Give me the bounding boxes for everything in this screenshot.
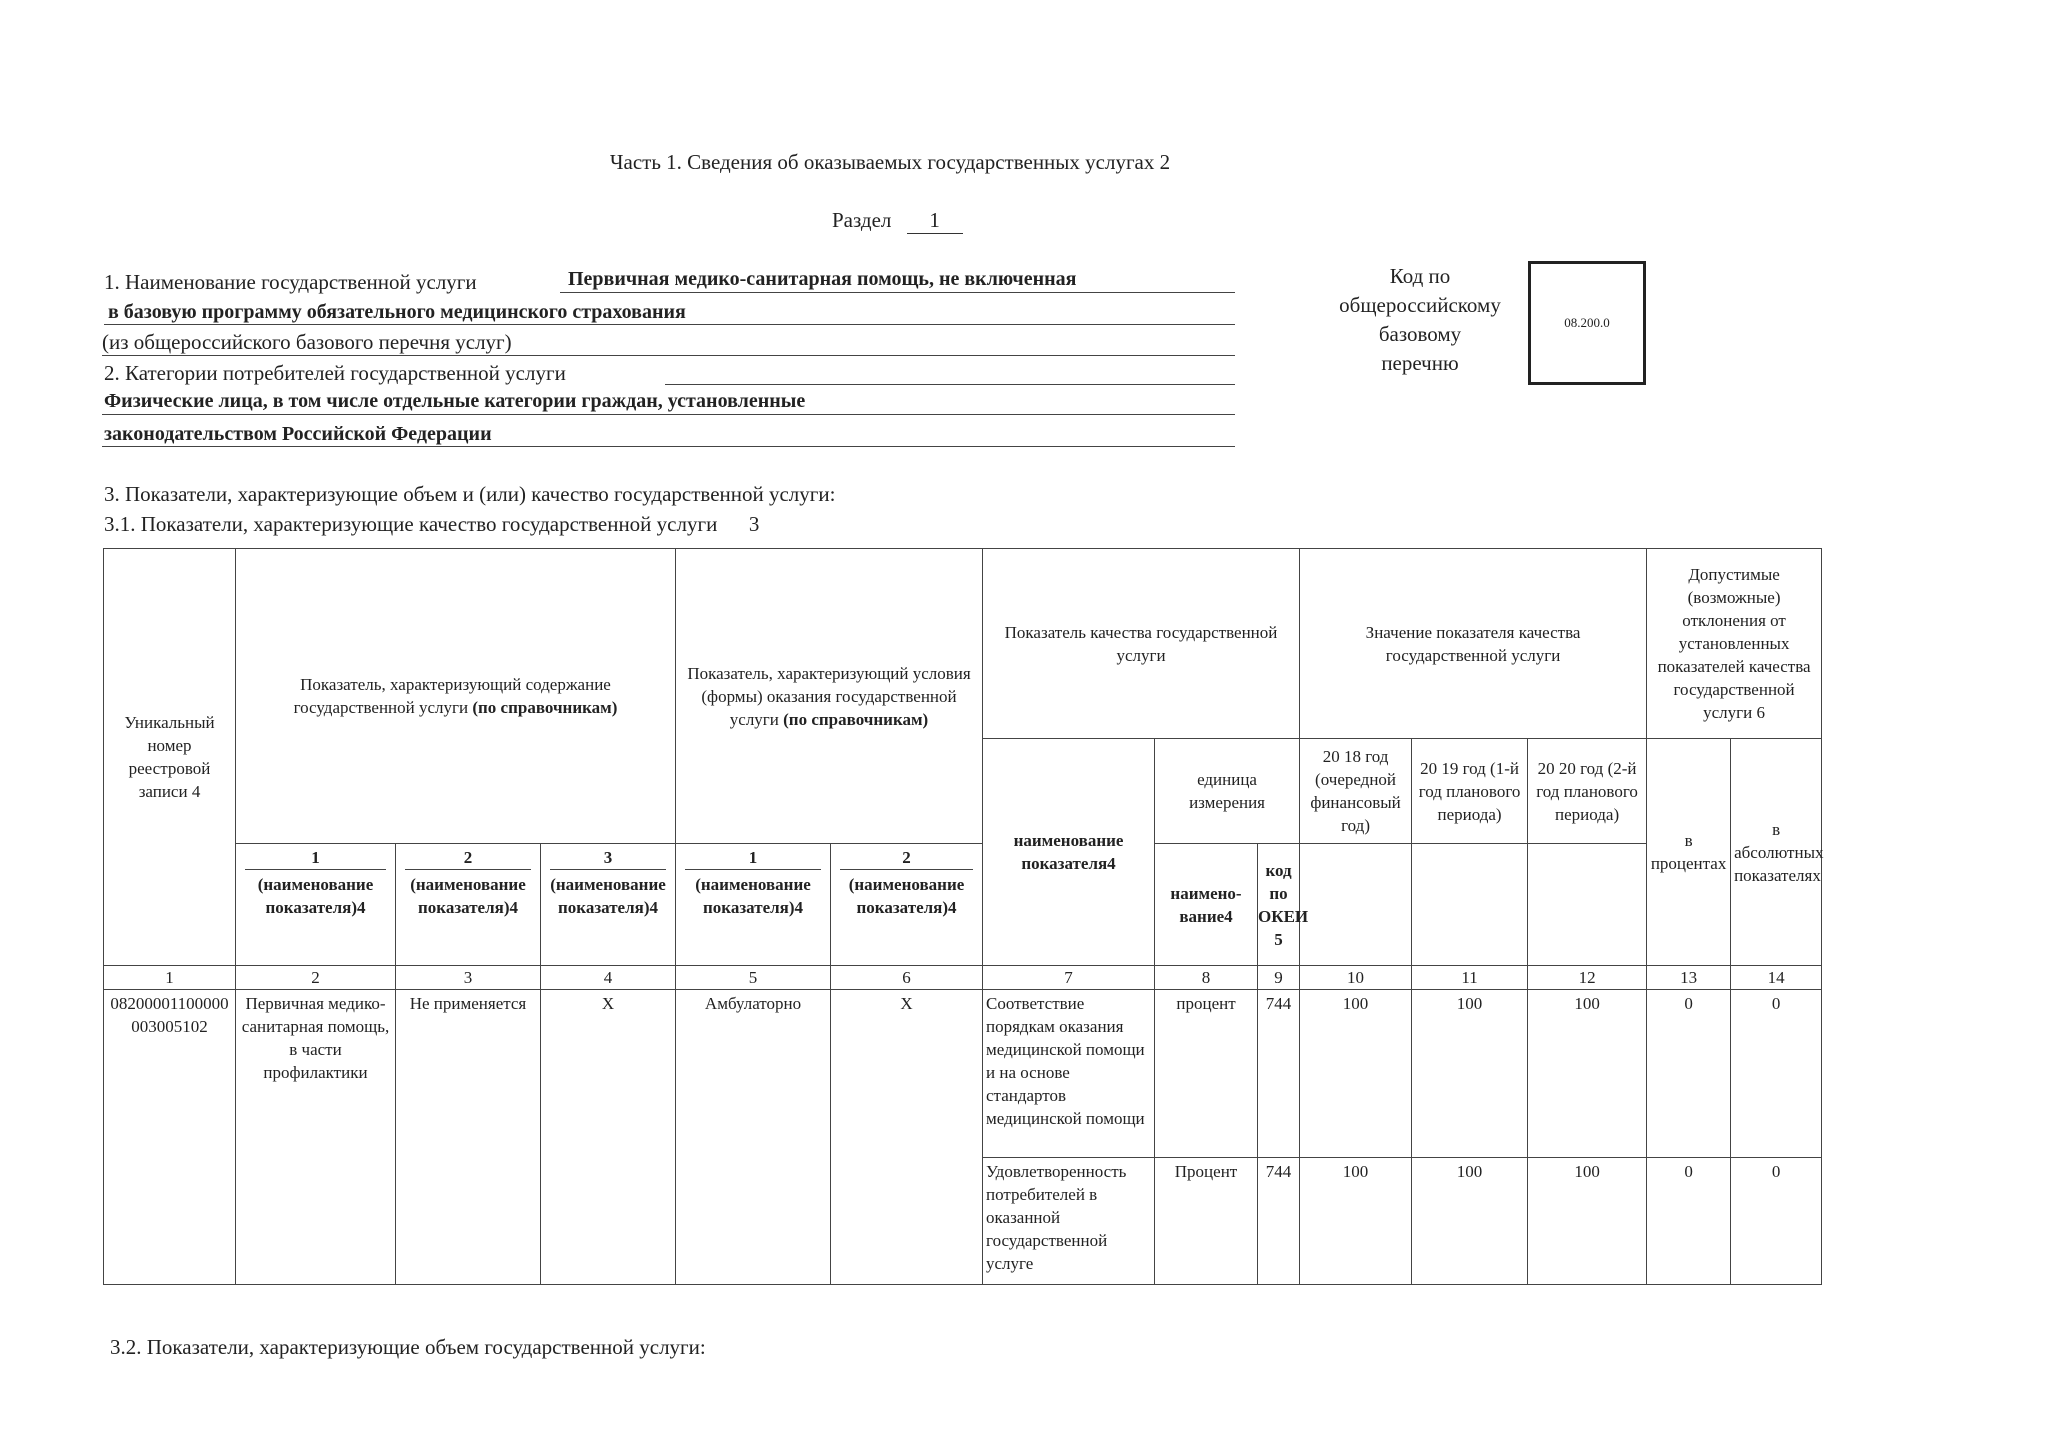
underline [102, 446, 1235, 447]
service-name-note: (из общероссийского базового перечня услуг) [102, 330, 512, 354]
section-label: Раздел [832, 208, 892, 232]
condition-2-cell: Х [831, 990, 983, 1285]
content-1-cell: Первичная медико-санитарная помощь, в части профилактики [236, 990, 396, 1285]
col-number: 13 [1647, 966, 1731, 990]
underline [560, 292, 1235, 293]
header-quality-indicator: Показатель качества государственной услуги [983, 549, 1300, 739]
content-3-cell: Х [541, 990, 676, 1285]
empty-cell [1528, 844, 1647, 966]
header-absolute: в абсолютных показателях [1731, 739, 1822, 966]
header-year-2: 20 19 год (1-й год планового периода) [1412, 739, 1528, 844]
col-number: 5 [676, 966, 831, 990]
header-content-indicator: Показатель, характеризующий содержание государственной услуги (по справочникам) [236, 549, 676, 844]
service-name-line1: Первичная медико-санитарная помощь, не включенная [568, 268, 1077, 290]
indicator-name-cell: Соответствие порядкам оказания медицинской помощи и на основе стандартов медицинской помощи [983, 990, 1155, 1158]
column-numbers-row [104, 966, 1822, 990]
col-number: 4 [541, 966, 676, 990]
content-2-cell: Не применяется [396, 990, 541, 1285]
section-heading [832, 208, 963, 234]
value-year-3-cell: 100 [1528, 990, 1647, 1158]
empty-cell [1412, 844, 1528, 966]
subheader-condition-1: 1 (наименование показателя)4 [676, 844, 831, 966]
section3-subtitle: 3.1. Показатели, характеризующие качество государственной услуги 3 [104, 512, 760, 536]
service-name-label: 1. Наименование государственной услуги [104, 270, 477, 294]
underline [665, 384, 1235, 385]
col-number: 8 [1155, 966, 1258, 990]
deviation-percent-cell: 0 [1647, 1158, 1731, 1285]
header-unique-number: Уникальный номер реестровой записи 4 [104, 549, 236, 966]
col-number: 10 [1300, 966, 1412, 990]
header-okei: код по ОКЕИ 5 [1258, 844, 1300, 966]
value-year-1-cell: 100 [1300, 990, 1412, 1158]
unit-cell: процент [1155, 990, 1258, 1158]
table-row [104, 990, 1822, 1158]
deviation-percent-cell: 0 [1647, 990, 1731, 1158]
indicator-name-cell: Удовлетворенность потребителей в оказанной государственной услуге [983, 1158, 1155, 1285]
underline [102, 355, 1235, 356]
col-number: 3 [396, 966, 541, 990]
consumers-line2: законодательством Российской Федерации [104, 423, 492, 445]
section32-title: 3.2. Показатели, характеризующие объем государственной услуги: [110, 1335, 706, 1359]
condition-1-cell: Амбулаторно [676, 990, 831, 1285]
part-title: Часть 1. Сведения об оказываемых государственных услугах 2 [609, 150, 1171, 174]
header-unit: единица измерения [1155, 739, 1300, 844]
col-number: 6 [831, 966, 983, 990]
consumers-line1: Физические лица, в том числе отдельные категории граждан, установленные [104, 390, 806, 412]
unique-number-cell: 08200001100000003005102 [104, 990, 236, 1285]
header-quality-values: Значение показателя качества государственной услуги [1300, 549, 1647, 739]
header-percent: в процентах [1647, 739, 1731, 966]
col-number: 14 [1731, 966, 1822, 990]
subheader-content-2: 2 (наименование показателя)4 [396, 844, 541, 966]
col-number: 2 [236, 966, 396, 990]
col-number: 9 [1258, 966, 1300, 990]
subheader-content-1: 1 (наименование показателя)4 [236, 844, 396, 966]
header-year-3: 20 20 год (2-й год планового периода) [1528, 739, 1647, 844]
quality-indicators-table [103, 548, 1822, 1285]
section-number: 1 [907, 208, 963, 234]
deviation-absolute-cell: 0 [1731, 1158, 1822, 1285]
section3-title: 3. Показатели, характеризующие объем и (или) качество государственной услуги: [104, 482, 836, 506]
code-box: 08.200.0 [1528, 261, 1646, 385]
header-year-1: 20 18 год (очередной финансовый год) [1300, 739, 1412, 844]
okei-cell: 744 [1258, 990, 1300, 1158]
value-year-2-cell: 100 [1412, 990, 1528, 1158]
okei-cell: 744 [1258, 1158, 1300, 1285]
consumers-label: 2. Категории потребителей государственной услуги [104, 361, 566, 385]
header-indicator-name: наименование показателя4 [983, 739, 1155, 966]
underline [104, 324, 1235, 325]
value-year-2-cell: 100 [1412, 1158, 1528, 1285]
empty-cell [1300, 844, 1412, 966]
unit-cell: Процент [1155, 1158, 1258, 1285]
header-conditions-indicator: Показатель, характеризующий условия (формы) оказания государственной услуги (по справочникам) [676, 549, 983, 844]
header-deviation: Допустимые (возможные) отклонения от установленных показателей качества государственной услуги 6 [1647, 549, 1822, 739]
value-year-1-cell: 100 [1300, 1158, 1412, 1285]
col-number: 11 [1412, 966, 1528, 990]
col-number: 12 [1528, 966, 1647, 990]
value-year-3-cell: 100 [1528, 1158, 1647, 1285]
col-number: 1 [104, 966, 236, 990]
subheader-content-3: 3 (наименование показателя)4 [541, 844, 676, 966]
deviation-absolute-cell: 0 [1731, 990, 1822, 1158]
subheader-condition-2: 2 (наименование показателя)4 [831, 844, 983, 966]
col-number: 7 [983, 966, 1155, 990]
underline [102, 414, 1235, 415]
header-unit-name: наимено-вание4 [1155, 844, 1258, 966]
service-name-line2: в базовую программу обязательного медицинского страхования [108, 301, 686, 323]
code-label: Код по общероссийскому базовому перечню [1339, 264, 1501, 375]
